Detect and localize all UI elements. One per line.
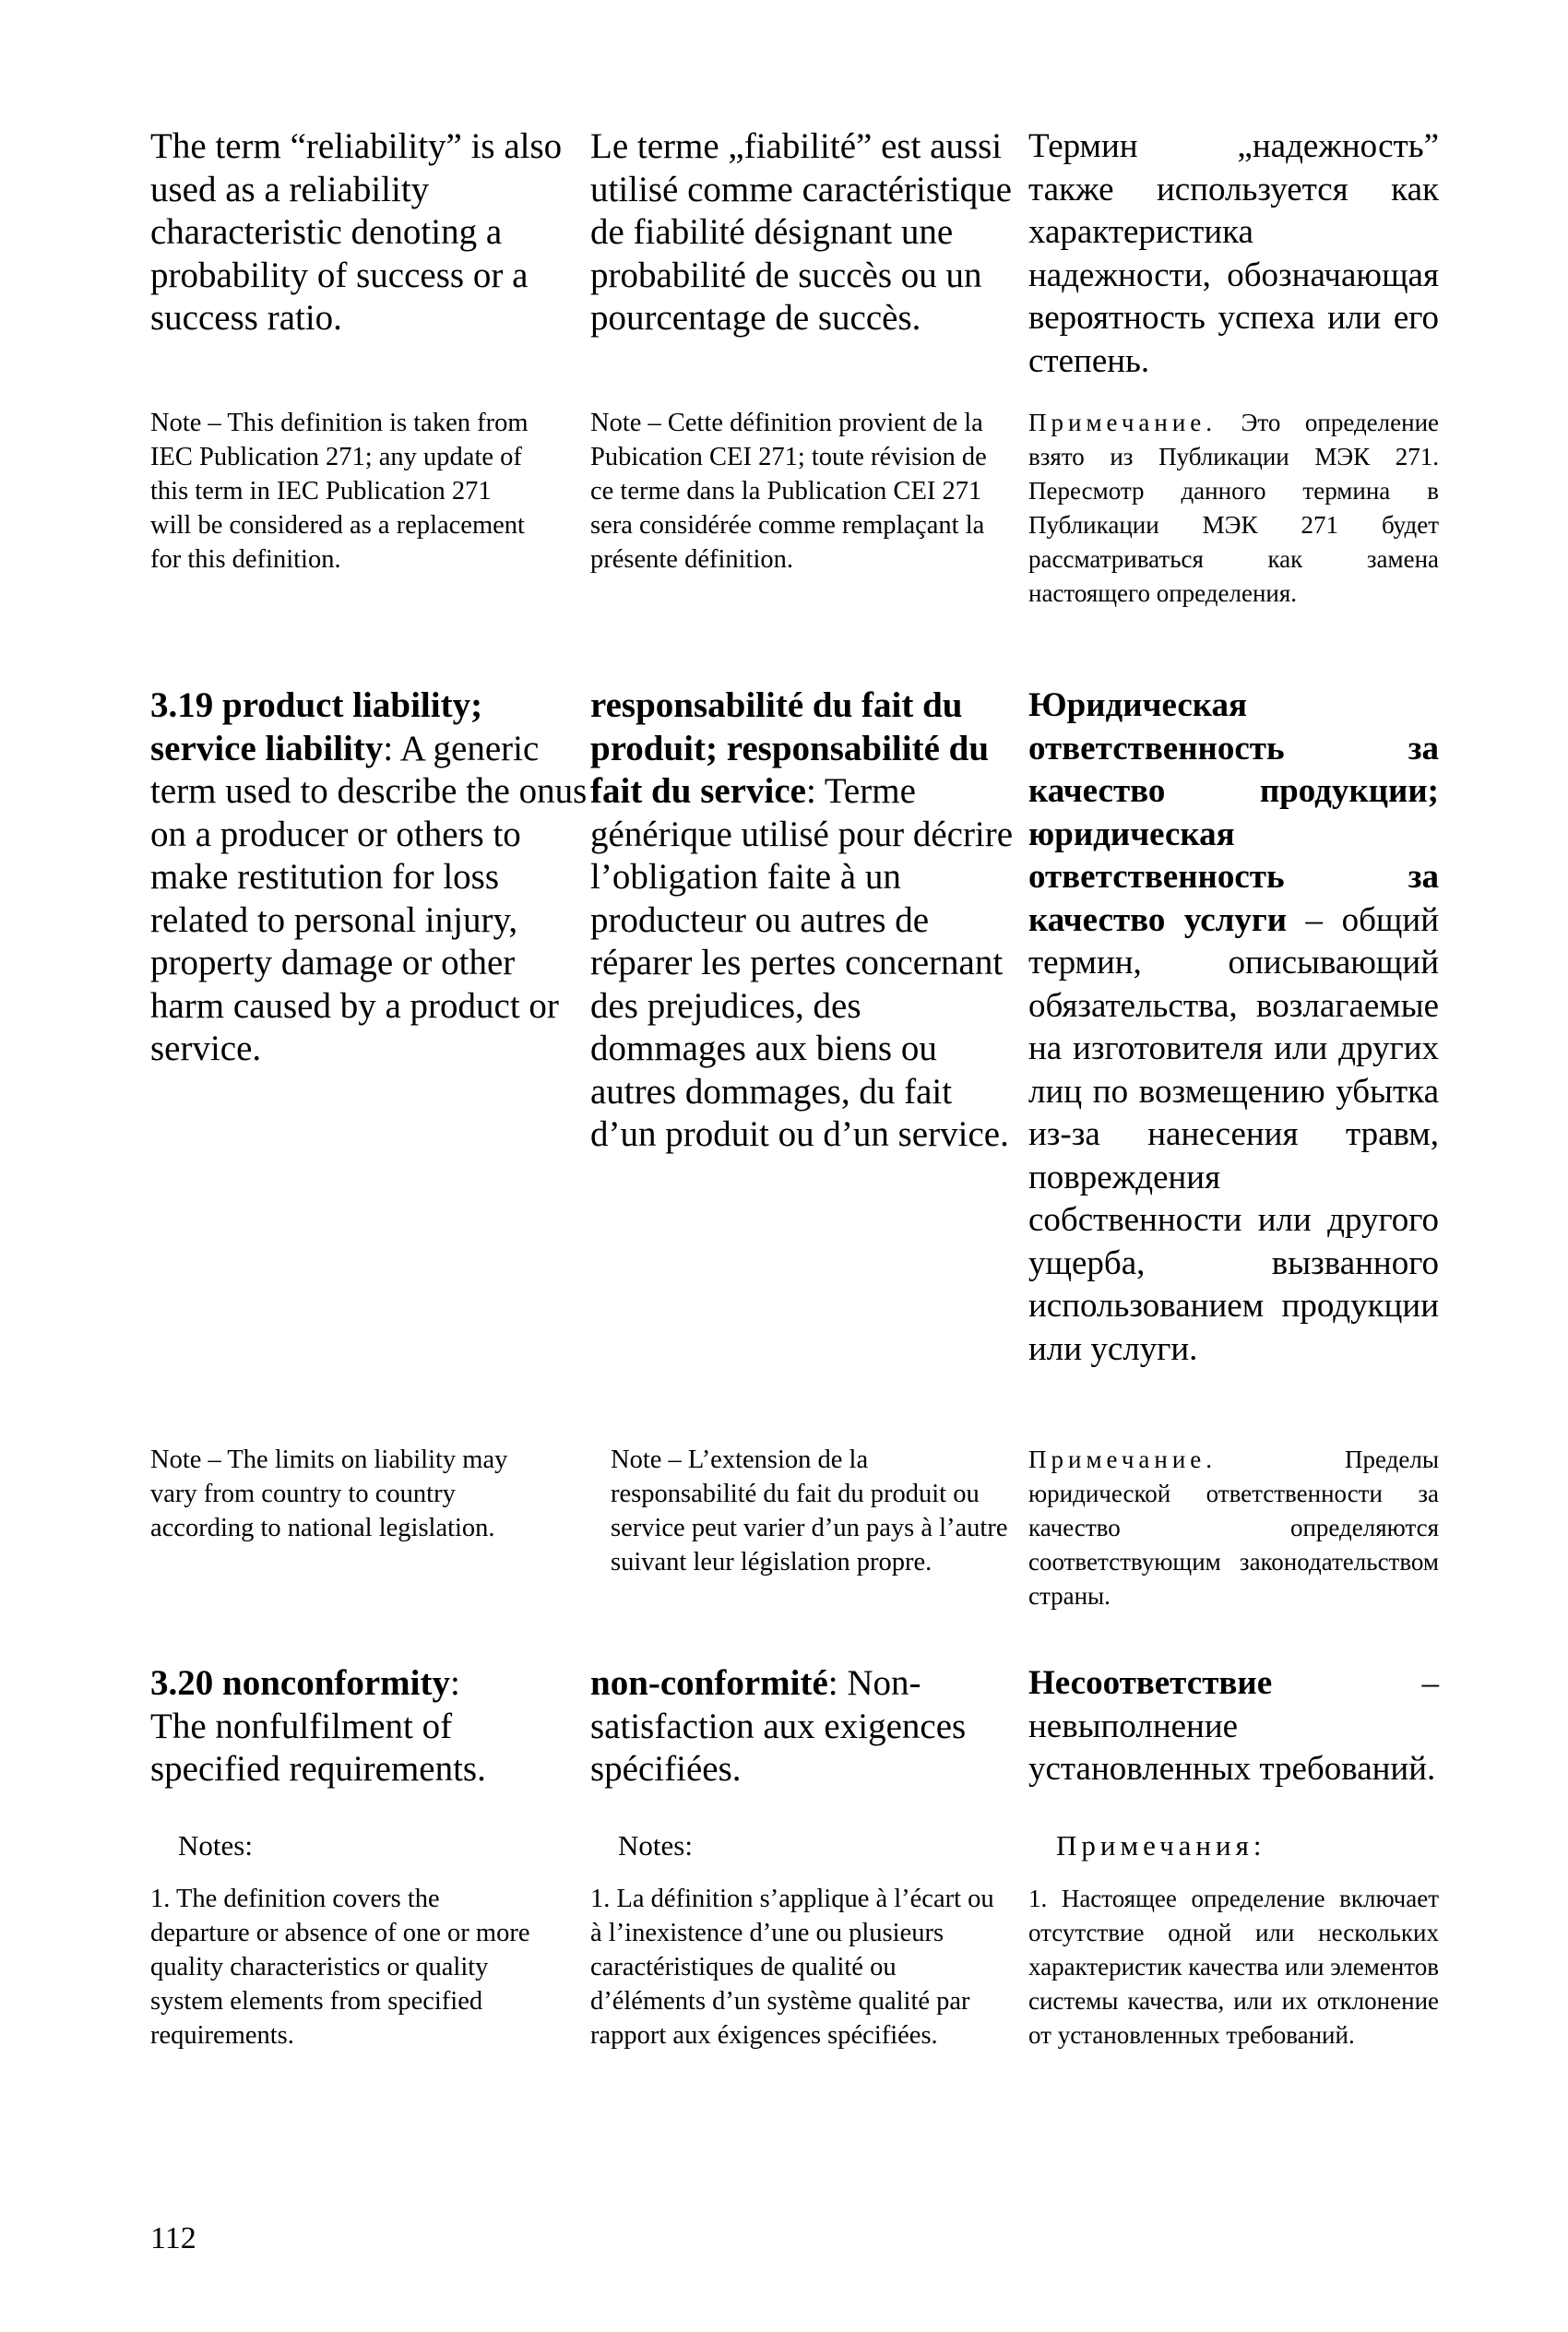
entry-320-en-def: : The nonfulfilment of specified requirements. bbox=[150, 1663, 486, 1789]
entry-319-ru bbox=[1028, 684, 1439, 1371]
note-319-ru-text: Пределы юридической ответственности за качество определяются соответствующим законодательством страны. bbox=[1028, 1446, 1439, 1610]
notes-320-en-1: 1. The definition covers the departure or absence of one or more quality characteristics or quality system elements from specified requirements. bbox=[150, 1885, 530, 2050]
entry-320-en bbox=[150, 1662, 519, 1791]
entry-320-fr-term: non-conformité bbox=[590, 1663, 828, 1703]
note-319-ru bbox=[1028, 1443, 1439, 1613]
notes-320-fr-head: Notes: bbox=[618, 1829, 693, 1862]
entry-319-fr-def: : Terme générique utilisé pour décrire l’obligation faite à un producteur ou autres de réparer les pertes concernant des prejudices, des dommages aux biens ou autres dommages, du fait d’un produit ou d’un service. bbox=[590, 771, 1014, 1154]
note-iec-ru-label: Примечание. bbox=[1028, 409, 1218, 436]
entry-319-ru-def: – общий термин, описывающий обязательства, возлагаемые на изготовителя или других лиц по возмещению убытка из-за нанесения травм, повреждения собственности или другого ущерба, вызванного использованием продукции или услуги. bbox=[1028, 900, 1439, 1368]
entry-320-ru-def: – невыполнение установленных требований. bbox=[1028, 1664, 1439, 1788]
entry-319-ru-term: Юридическая ответственность за качество продукции; юридическая ответственность за качество услуги bbox=[1028, 686, 1439, 939]
entry-319-fr-term: responsabilité du fait du produit; responsabilité du fait du service bbox=[590, 685, 990, 811]
note-319-fr: Note – L’extension de la responsabilité du fait du produit ou service peut varier d’un pays à l’autre suivant leur législation propre. bbox=[611, 1446, 1008, 1576]
entry-319-number: 3.19 bbox=[150, 685, 214, 725]
entry-320-fr-def: : Non-satisfaction aux exigences spécifiées. bbox=[590, 1663, 967, 1789]
reliability-ru: Термин „надежность” также используется как характеристика надежности, обозначающая вероятность успеха или его степень. bbox=[1028, 127, 1439, 380]
entry-319-en-def: : A generic term used to describe the onus on a producer or others to make restitution for loss related to personal injury, property damage or other harm caused by a product or service. bbox=[150, 728, 588, 1068]
note-iec-fr: Note – Cette définition provient de la Pubication CEI 271; toute révision de ce terme dans la Publication CEI 271 sera considérée comme remplaçant la présente définition. bbox=[590, 409, 987, 574]
reliability-en: The term “reliability” is also used as a reliability characteristic denoting a probability of success or a success ratio. bbox=[150, 126, 563, 338]
note-319-en: Note – The limits on liability may vary from country to country according to national legislation. bbox=[150, 1446, 508, 1542]
entry-319-fr bbox=[590, 684, 1019, 1157]
entry-319-en bbox=[150, 684, 593, 1071]
entry-320-ru-term: Несоответствие bbox=[1028, 1664, 1273, 1702]
entry-320-number: 3.20 bbox=[150, 1663, 214, 1703]
note-iec-ru bbox=[1028, 406, 1439, 611]
note-319-ru-label: Примечание. bbox=[1028, 1446, 1218, 1473]
note-iec-ru-text: Это определение взято из Публикации МЭК 271. Пересмотр данного термина в Публикации МЭК 271 будет рассматриваться как замена настоящего определения. bbox=[1028, 409, 1440, 607]
entry-319-en-term: product liability; service liability bbox=[150, 685, 483, 768]
entry-320-en-term: nonconformity bbox=[222, 1663, 450, 1703]
notes-320-ru-head: Примечания: bbox=[1056, 1829, 1266, 1862]
notes-320-fr-1: 1. La définition s’applique à l’écart ou à l’inexistence d’une ou plusieurs caractéristiques de qualité ou d’éléments d’un système qualité par rapport aux éxigences spécifiées. bbox=[590, 1885, 994, 2050]
note-iec-en: Note – This definition is taken from IEC Publication 271; any update of this term in IEC Publication 271 will be considered as a replacement for this definition. bbox=[150, 409, 529, 574]
notes-320-en-head: Notes: bbox=[178, 1829, 253, 1862]
reliability-fr: Le terme „fiabilité” est aussi utilisé comme caractéristique de fiabilité désignant une probabilité de succès ou un pourcentage de succès. bbox=[590, 126, 1012, 338]
entry-320-fr bbox=[590, 1662, 978, 1791]
entry-320-ru bbox=[1028, 1662, 1439, 1791]
page-number: 112 bbox=[150, 2221, 196, 2255]
notes-320-ru-1: 1. Настоящее определение включает отсутствие одной или нескольких характеристик качества или элементов системы качества, или их отклонение от установленных требований. bbox=[1028, 1885, 1439, 2049]
